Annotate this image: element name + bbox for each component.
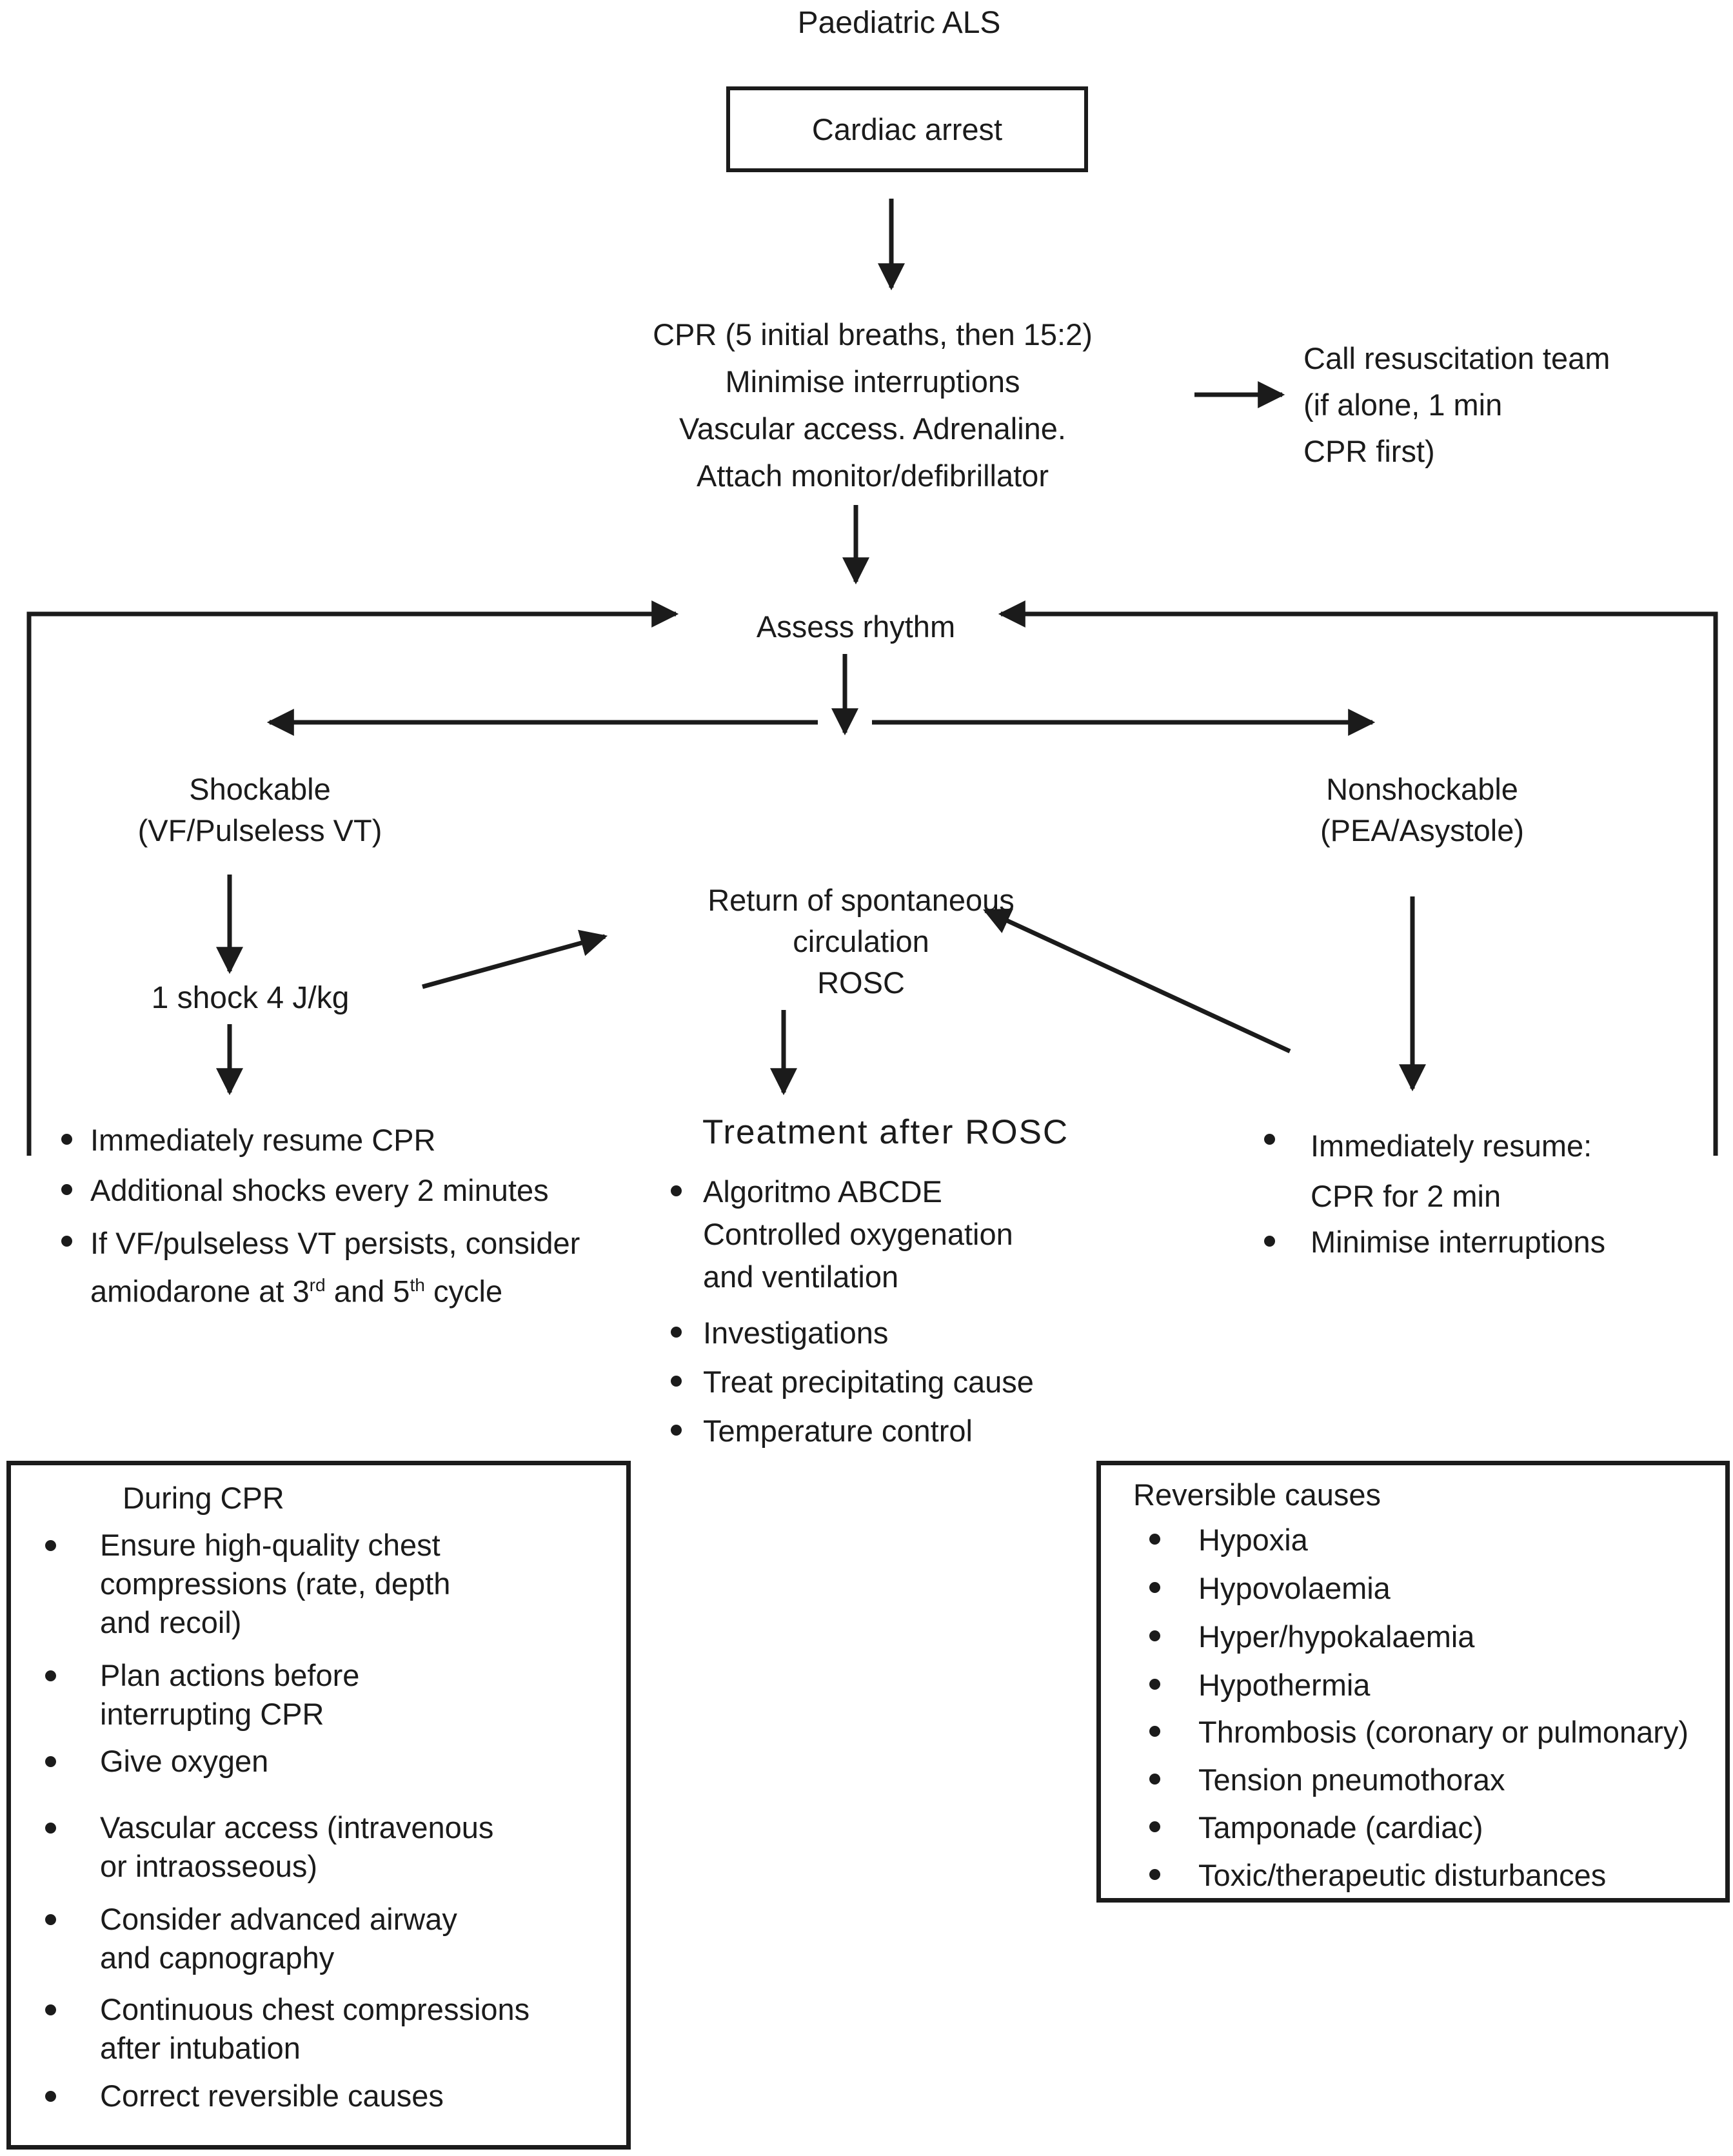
bullet-dot — [1149, 1679, 1160, 1690]
shockable-line: (VF/Pulseless VT) — [137, 813, 382, 847]
bullet-dot — [61, 1134, 72, 1145]
bullet-dot — [1149, 1582, 1160, 1593]
rosc-line: ROSC — [817, 965, 905, 1000]
nonshockable-node — [1229, 769, 1616, 851]
during-cpr-item-6-line: Continuous chest compressions — [100, 1992, 530, 2026]
bullet-dot — [45, 1670, 56, 1681]
bullet-dot — [45, 1914, 56, 1925]
bullet-dot — [671, 1425, 682, 1436]
bullet-dot — [45, 2091, 56, 2102]
cpr-line: CPR (5 initial breaths, then 15:2) — [653, 317, 1093, 351]
bullet-dot — [1264, 1134, 1275, 1145]
call-team-node — [1303, 335, 1610, 475]
amiodarone-text: amiodarone at 3 — [90, 1274, 310, 1309]
during-cpr-item-1-line: compressions (rate, depth — [100, 1567, 451, 1601]
nonshockable-line: Nonshockable — [1326, 772, 1518, 806]
call-team-line: (if alone, 1 min — [1303, 388, 1503, 422]
shock-dose-node: 1 shock 4 J/kg — [151, 981, 350, 1015]
treatment-heading: Treatment after ROSC — [702, 1113, 1069, 1151]
page-title: Paediatric ALS — [797, 6, 1001, 40]
shockable-action-3-line2 — [90, 1264, 580, 1312]
bullet-dot — [61, 1236, 72, 1247]
ordinal-th: th — [410, 1274, 425, 1295]
nonshockable-action-1-line: Immediately resume: — [1311, 1129, 1592, 1163]
during-cpr-item-7: Correct reversible causes — [100, 2079, 444, 2113]
nonshockable-action-1 — [1311, 1121, 1592, 1221]
treatment-item-1-line: Controlled oxygenation — [703, 1217, 1013, 1251]
during-cpr-item-1-line: Ensure high-quality chest — [100, 1528, 441, 1562]
amiodarone-text: and 5 — [325, 1274, 410, 1309]
shockable-line: Shockable — [189, 772, 331, 806]
cpr-line: Attach monitor/defibrillator — [697, 459, 1049, 493]
treatment-item-3: Treat precipitating cause — [703, 1365, 1034, 1399]
treatment-item-2: Investigations — [703, 1316, 889, 1350]
bullet-dot — [1149, 1869, 1160, 1880]
reversible-cause: Hypothermia — [1198, 1668, 1371, 1702]
during-cpr-item-5 — [100, 1900, 457, 1977]
during-cpr-item-4-line: Vascular access (intravenous — [100, 1810, 494, 1844]
bullet-dot — [671, 1376, 682, 1387]
cpr-line: Minimise interruptions — [725, 364, 1020, 399]
bullet-dot — [45, 1823, 56, 1834]
shockable-action-3-line1: If VF/pulseless VT persists, consider — [90, 1226, 580, 1260]
during-cpr-item-4-line: or intraosseous) — [100, 1849, 317, 1883]
bullet-dot — [45, 2004, 56, 2015]
bullet-dot — [45, 1756, 56, 1767]
during-cpr-item-5-line: and capnography — [100, 1941, 335, 1975]
assess-rhythm-node: Assess rhythm — [756, 609, 956, 644]
treatment-item-1-line: Algoritmo ABCDE — [703, 1174, 942, 1209]
bullet-dot — [61, 1184, 72, 1195]
nonshockable-action-1-line: CPR for 2 min — [1311, 1179, 1501, 1213]
ordinal-rd: rd — [309, 1274, 326, 1295]
nonshockable-action-2: Minimise interruptions — [1311, 1225, 1606, 1259]
reversible-cause: Tamponade (cardiac) — [1198, 1810, 1483, 1844]
during-cpr-item-2 — [100, 1656, 359, 1734]
bullet-dot — [1149, 1821, 1160, 1832]
cardiac-arrest-node — [726, 86, 1088, 172]
reversible-cause: Hypoxia — [1198, 1523, 1308, 1557]
treatment-item-4: Temperature control — [703, 1414, 973, 1448]
cpr-node — [580, 311, 1165, 499]
bullet-dot — [1149, 1726, 1160, 1737]
during-cpr-item-6-line: after intubation — [100, 2031, 301, 2065]
during-cpr-item-5-line: Consider advanced airway — [100, 1902, 457, 1936]
during-cpr-item-6 — [100, 1990, 530, 2068]
treatment-item-1 — [703, 1171, 1013, 1298]
during-cpr-item-1 — [100, 1526, 450, 1642]
rosc-line: circulation — [793, 924, 929, 958]
cpr-line: Vascular access. Adrenaline. — [678, 411, 1066, 446]
shockable-action-1: Immediately resume CPR — [90, 1123, 436, 1157]
reversible-cause: Toxic/therapeutic disturbances — [1198, 1858, 1607, 1892]
reversible-causes-heading: Reversible causes — [1133, 1478, 1381, 1512]
shockable-action-3 — [90, 1223, 580, 1312]
reversible-cause: Hypovolaemia — [1198, 1571, 1391, 1605]
call-team-line: CPR first) — [1303, 434, 1435, 468]
during-cpr-item-4 — [100, 1808, 493, 1886]
bullet-dot — [671, 1185, 682, 1196]
during-cpr-item-1-line: and recoil) — [100, 1605, 242, 1639]
amiodarone-text: cycle — [424, 1274, 503, 1309]
arrow-shock-to-rosc — [422, 936, 605, 987]
during-cpr-item-3: Give oxygen — [100, 1744, 269, 1778]
loop-left-to-assess — [29, 614, 676, 1156]
bullet-dot — [1149, 1534, 1160, 1545]
reversible-cause: Tension pneumothorax — [1198, 1763, 1505, 1797]
bullet-dot — [1264, 1236, 1275, 1247]
call-team-line: Call resuscitation team — [1303, 341, 1610, 375]
reversible-cause: Thrombosis (coronary or pulmonary) — [1198, 1715, 1689, 1749]
cardiac-arrest-label: Cardiac arrest — [811, 112, 1003, 146]
bullet-dot — [45, 1540, 56, 1551]
shockable-node — [66, 769, 453, 851]
loop-right-to-assess — [1001, 614, 1716, 1156]
bullet-dot — [671, 1327, 682, 1338]
reversible-cause: Hyper/hypokalaemia — [1198, 1619, 1475, 1654]
during-cpr-item-2-line: interrupting CPR — [100, 1697, 324, 1731]
nonshockable-line: (PEA/Asystole) — [1320, 813, 1525, 847]
treatment-item-1-line: and ventilation — [703, 1260, 899, 1294]
rosc-line: Return of spontaneous — [708, 883, 1015, 917]
during-cpr-heading: During CPR — [123, 1481, 284, 1515]
bullet-dot — [1149, 1774, 1160, 1785]
shockable-action-2: Additional shocks every 2 minutes — [90, 1173, 549, 1207]
bullet-dot — [1149, 1630, 1160, 1641]
rosc-node — [668, 880, 1055, 1004]
during-cpr-item-2-line: Plan actions before — [100, 1658, 360, 1692]
